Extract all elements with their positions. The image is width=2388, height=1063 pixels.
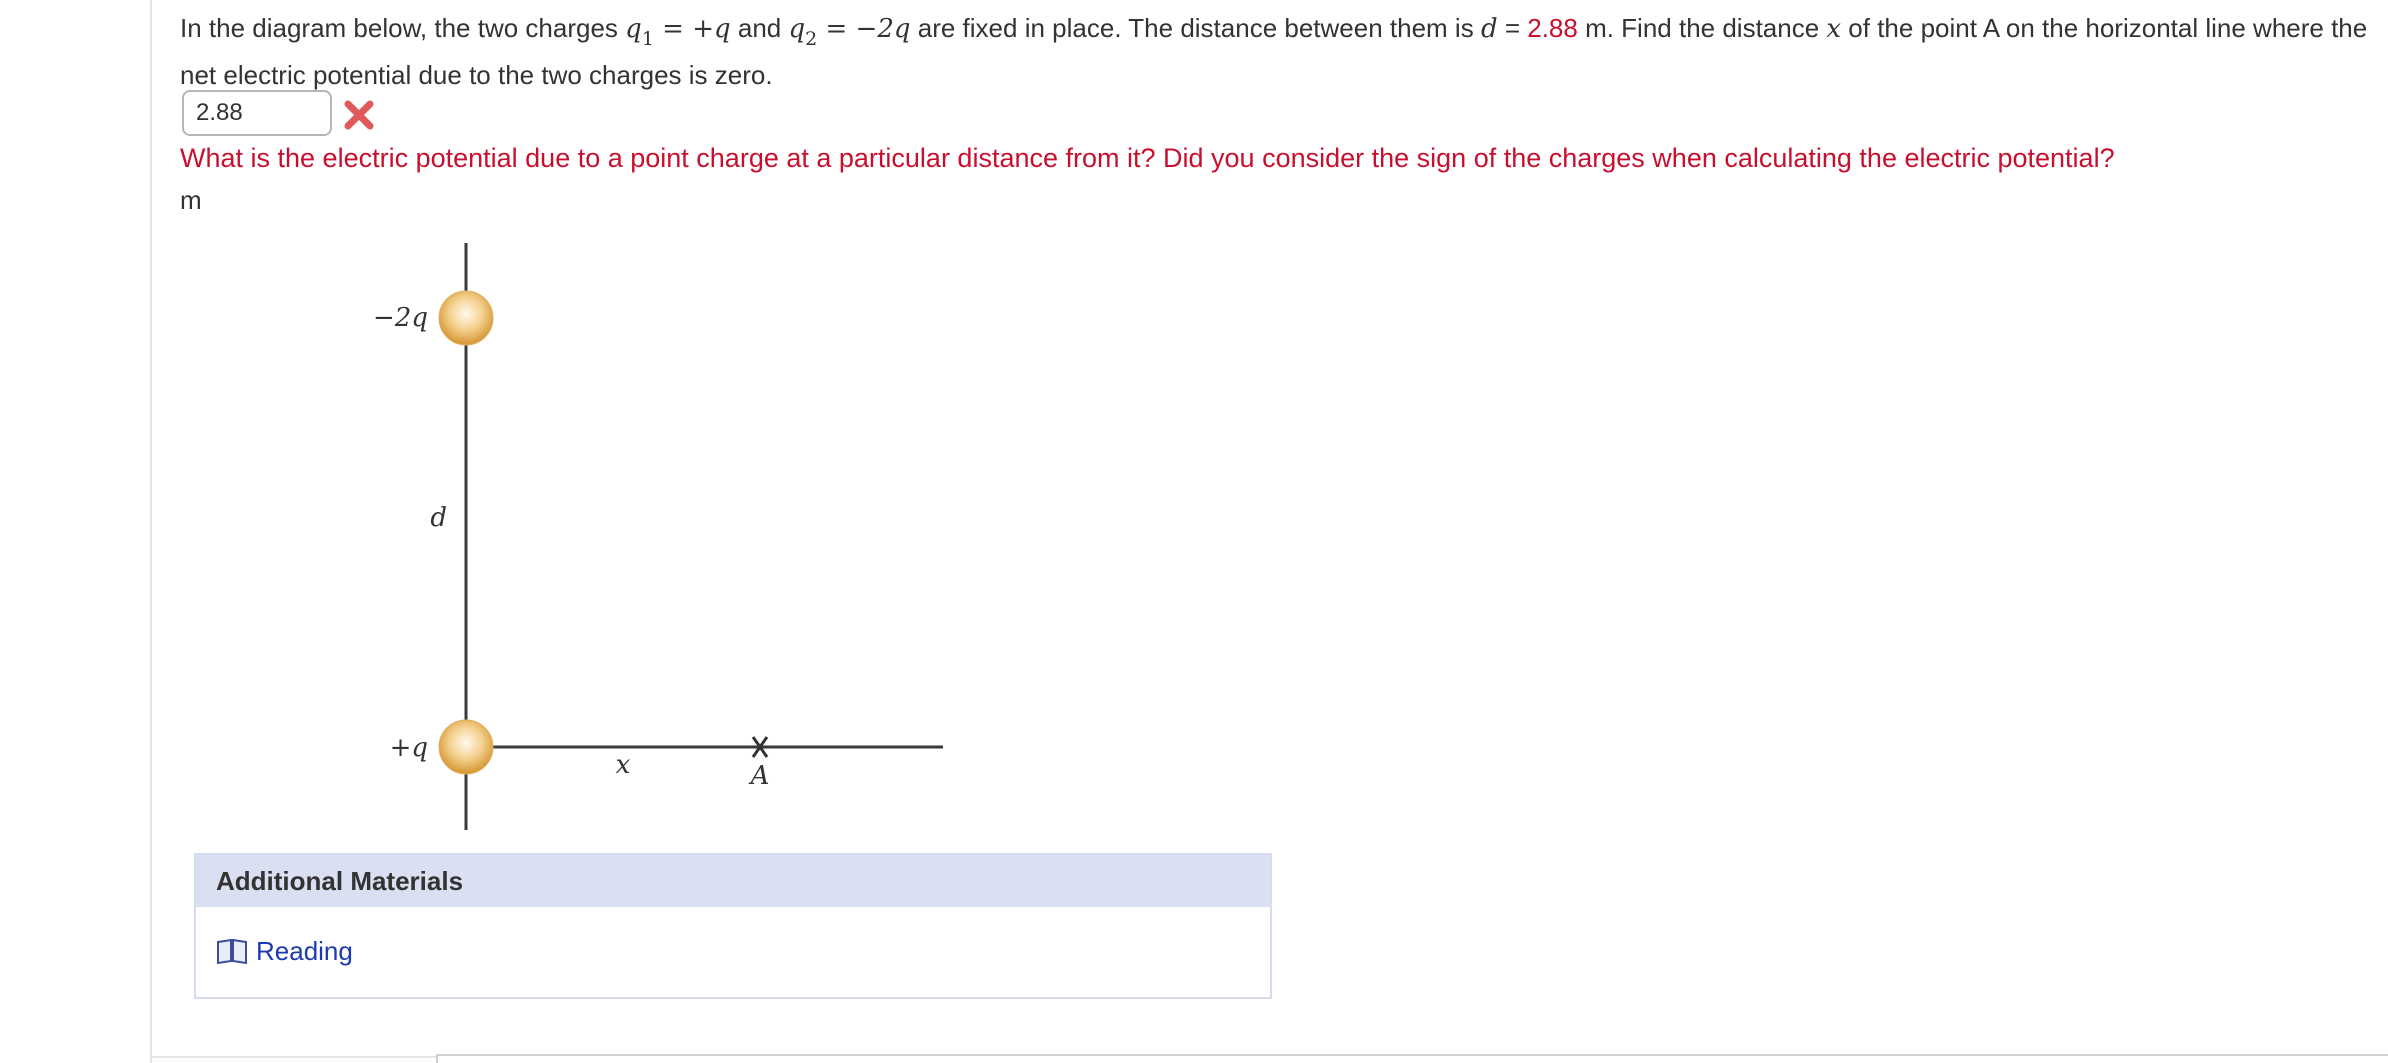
- reading-link[interactable]: [216, 933, 353, 969]
- book-icon: [216, 937, 248, 965]
- distance-label: d: [430, 503, 447, 533]
- bottom-charge-label: +q: [389, 733, 428, 763]
- bottom-divider: [150, 1056, 440, 1058]
- x-mark-icon: [342, 98, 376, 132]
- additional-materials-panel: [194, 853, 1272, 999]
- bottom-panel-edge: [436, 1054, 2388, 1063]
- d-value: 2.88: [1527, 13, 1578, 43]
- hint-text: What is the electric potential due to a point charge at a particular distance from it? Did you consider the sign of the charges when calculating the electric potential?: [180, 143, 2115, 173]
- q1-symbol: $q_1$: [625, 14, 654, 50]
- question-text: In the diagram below, the two charges $q_1 = +q$ and $q_2 = -2q$ are fixed in place. The distance between them is d = 2.88 m. Find the distance x of the point A on the horizontal line where the net electric potential due to the two charges is zero.: [180, 13, 2368, 90]
- answer-input[interactable]: [182, 90, 332, 136]
- q2-symbol: $q_2$: [788, 14, 818, 50]
- point-a-label: A: [750, 761, 770, 791]
- reading-link-label[interactable]: Reading: [256, 935, 353, 966]
- unit-label: m: [180, 185, 202, 215]
- charges-diagram: [300, 230, 1000, 840]
- materials-header: Additional Materials: [196, 855, 1270, 907]
- left-border: [150, 0, 152, 1063]
- x-label: x: [615, 750, 631, 780]
- top-charge-label: −2q: [373, 303, 428, 333]
- bottom-charge: [439, 720, 493, 774]
- top-charge: [439, 291, 493, 345]
